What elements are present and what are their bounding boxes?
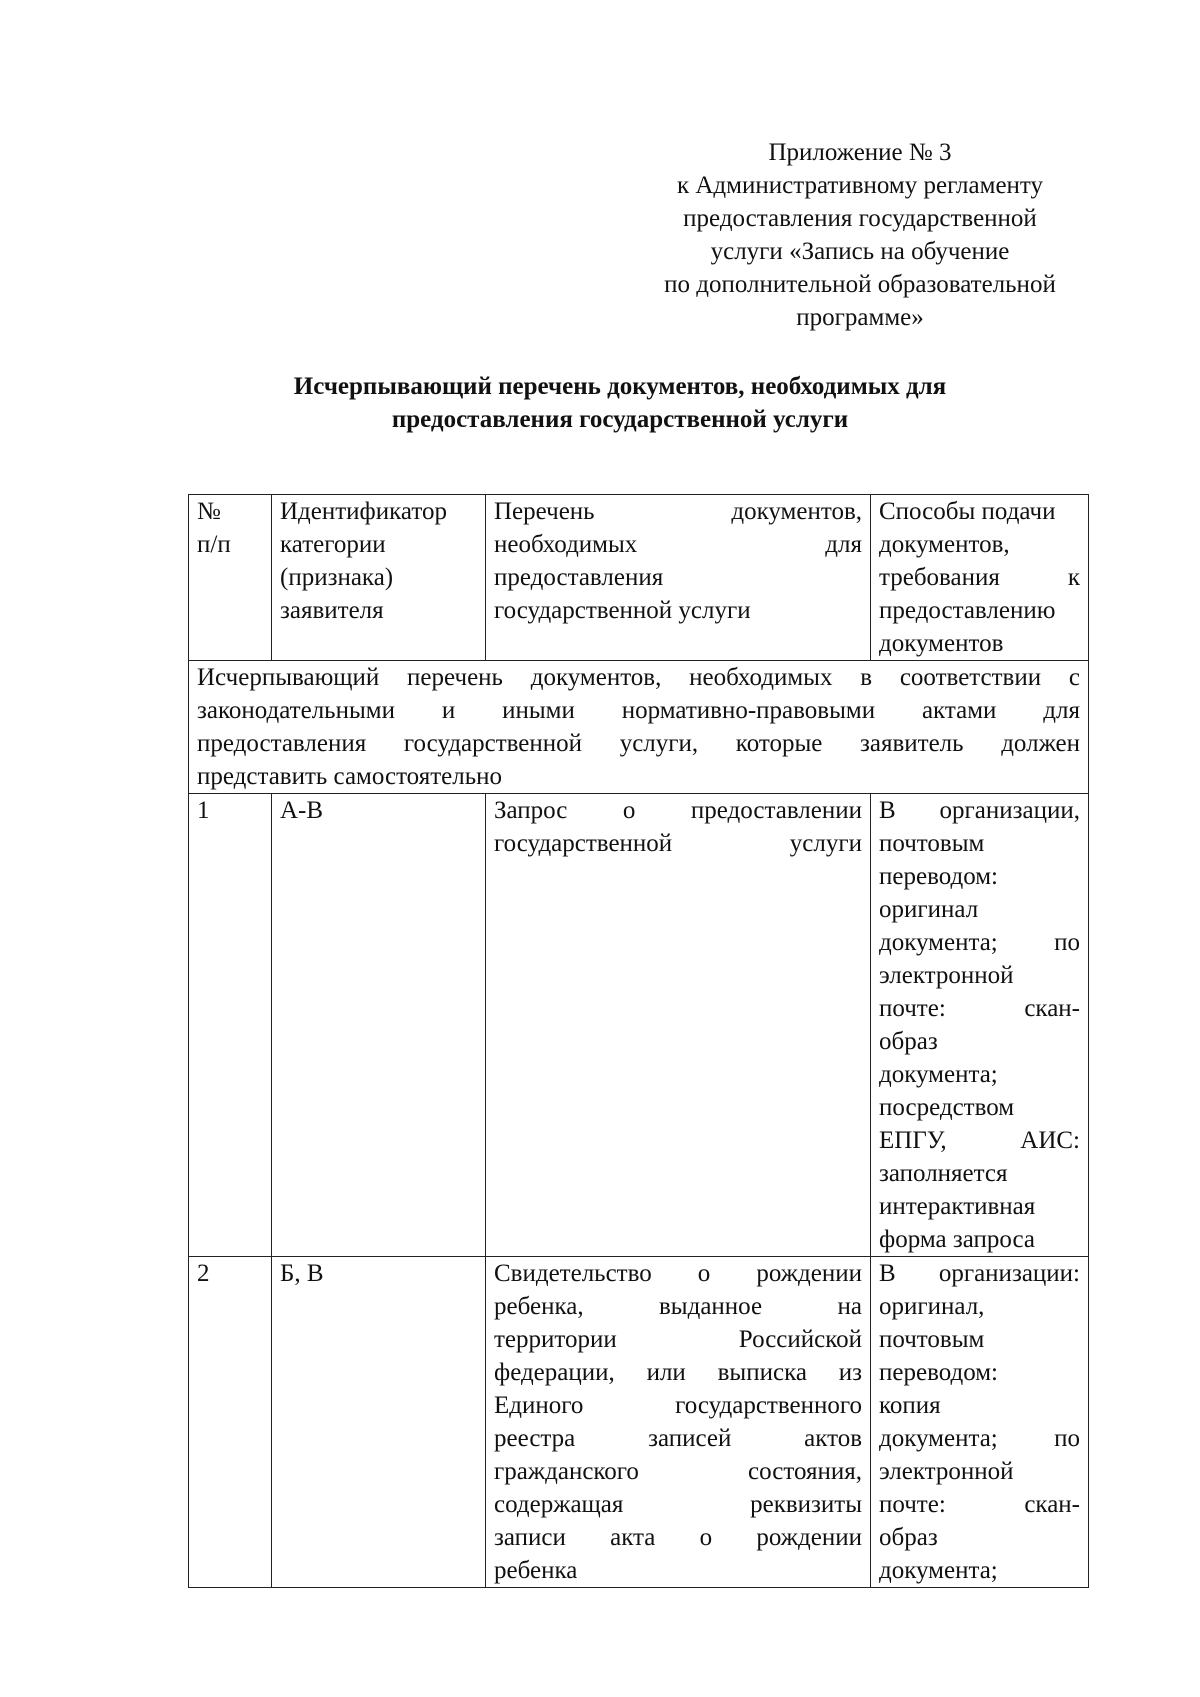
cell-line: А-В — [280, 797, 324, 824]
row-documents-cell — [486, 1257, 871, 1588]
cell-line: образ — [879, 1524, 938, 1551]
cell-line: документа; — [879, 1557, 998, 1584]
cell-line: № — [197, 498, 221, 525]
cell-line: Перечень документов, — [494, 498, 862, 525]
section-line: законодательными и иными нормативно-правовыми актами для — [197, 697, 1080, 724]
cell-line: документа; — [879, 1061, 998, 1088]
documents-table — [188, 494, 1089, 1588]
cell-line: Свидетельство о рождении — [494, 1260, 862, 1287]
cell-line: документов, — [879, 531, 1010, 558]
cell-line: Запрос о предоставлении — [494, 797, 862, 824]
row-methods-cell — [871, 794, 1089, 1257]
section-cell — [189, 661, 1089, 794]
row-number-cell — [189, 794, 272, 1257]
cell-line: гражданского состояния, — [494, 1458, 862, 1485]
header-cell-number — [189, 495, 272, 661]
title-line: предоставления государственной услуги — [391, 406, 849, 433]
cell-line: категории — [280, 531, 386, 558]
cell-line: почтовым — [879, 830, 985, 857]
appendix-line: услуги «Запись на обучение — [710, 238, 1010, 265]
cell-line: записи акта о рождении — [494, 1524, 862, 1551]
cell-line: федерации, или выписка из — [494, 1359, 862, 1386]
cell-line: В организации, — [879, 797, 1080, 824]
cell-line: ребенка — [494, 1557, 578, 1584]
cell-line: государственной услуги — [494, 597, 751, 624]
appendix-line: по дополнительной образовательной — [664, 271, 1056, 298]
cell-line: заявителя — [280, 597, 384, 624]
appendix-line: к Административному регламенту — [676, 172, 1044, 199]
section-row — [189, 661, 1089, 794]
cell-line: Идентификатор — [280, 498, 447, 525]
cell-line: требования к — [879, 564, 1080, 591]
row-identifier-cell — [272, 794, 486, 1257]
cell-line: государственной услуги — [494, 830, 862, 857]
cell-line: почте: скан- — [879, 1491, 1080, 1518]
document-title — [190, 370, 1050, 436]
cell-line: электронной — [879, 1458, 1014, 1485]
cell-line: содержащая реквизиты — [494, 1491, 862, 1518]
cell-line: реестра записей актов — [494, 1425, 862, 1452]
cell-line: необходимых для — [494, 531, 862, 558]
cell-line: В организации: — [879, 1260, 1080, 1287]
cell-line: ребенка, выданное на — [494, 1293, 862, 1320]
header-cell-identifier — [272, 495, 486, 661]
cell-line: оригинал, — [879, 1293, 985, 1320]
cell-line: почте: скан- — [879, 995, 1080, 1022]
cell-line: образ — [879, 1028, 938, 1055]
cell-line: интерактивная — [879, 1193, 1036, 1220]
header-cell-documents — [486, 495, 871, 661]
cell-line: форма запроса — [879, 1226, 1035, 1253]
section-line: предоставления государственной услуги, которые заявитель должен — [197, 730, 1080, 757]
title-line: Исчерпывающий перечень документов, необходимых для — [293, 373, 947, 400]
cell-line: оригинал — [879, 896, 979, 923]
appendix-line: предоставления государственной — [683, 205, 1037, 232]
cell-line: переводом: — [879, 863, 998, 890]
row-identifier-cell — [272, 1257, 486, 1588]
cell-line: электронной — [879, 962, 1014, 989]
cell-line: посредством — [879, 1094, 1015, 1121]
row-methods-cell — [871, 1257, 1089, 1588]
cell-line: заполняется — [879, 1160, 1008, 1187]
cell-line: документа; по — [879, 929, 1080, 956]
cell-line: почтовым — [879, 1326, 985, 1353]
header-cell-methods — [871, 495, 1089, 661]
cell-line: документа; по — [879, 1425, 1080, 1452]
cell-line: Б, В — [280, 1260, 324, 1287]
cell-line: Единого государственного — [494, 1392, 862, 1419]
cell-line: Способы подачи — [879, 498, 1056, 525]
cell-line: копия — [879, 1392, 941, 1419]
cell-line: переводом: — [879, 1359, 998, 1386]
row-number-cell — [189, 1257, 272, 1588]
cell-line: ЕПГУ, АИС: — [879, 1127, 1080, 1154]
cell-line: документов — [879, 630, 1004, 657]
table-header-row — [189, 495, 1089, 661]
row-documents-cell — [486, 794, 871, 1257]
cell-line: п/п — [197, 531, 231, 558]
table-row — [189, 1257, 1089, 1588]
section-line: представить самостоятельно — [197, 763, 502, 790]
cell-line: предоставления — [494, 564, 664, 591]
cell-line: 2 — [197, 1260, 210, 1287]
section-line: Исчерпывающий перечень документов, необходимых в соответствии с — [197, 664, 1080, 691]
cell-line: предоставлению — [879, 597, 1056, 624]
cell-line: (признака) — [280, 564, 394, 591]
cell-line: территории Российской — [494, 1326, 862, 1353]
appendix-line: программе» — [796, 304, 924, 331]
cell-line: 1 — [197, 797, 210, 824]
table-row — [189, 794, 1089, 1257]
appendix-header — [600, 136, 1120, 334]
appendix-line: Приложение № 3 — [768, 139, 952, 166]
